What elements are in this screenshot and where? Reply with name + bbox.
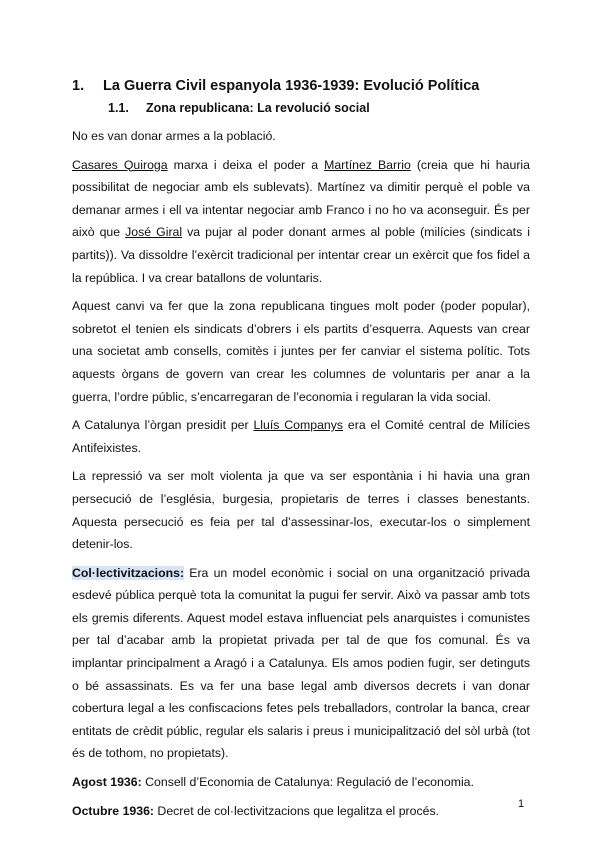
section-title: La Guerra Civil espanyola 1936-1939: Evolució Política bbox=[103, 78, 480, 94]
date-label: Agost 1936: bbox=[72, 775, 142, 790]
paragraph-text: era el Comité central de Milícies Antifeixistes. bbox=[72, 418, 531, 455]
paragraph-catalunya bbox=[72, 414, 530, 459]
section-heading bbox=[72, 78, 479, 94]
paragraph-collectivizations bbox=[72, 562, 530, 765]
term-collectivizations: Col·lectivitzacions: bbox=[72, 565, 185, 580]
page-number: 1 bbox=[518, 798, 525, 810]
person-lluis-companys: Lluís Companys bbox=[253, 418, 344, 433]
paragraph-text: Consell d’Economia de Catalunya: Regulació de l’economia. bbox=[141, 775, 474, 790]
subsection-title: Zona republicana: La revolució social bbox=[146, 101, 370, 115]
paragraph-text: (creia que hi hauria possibilitat de negociar amb els sublevats). Martínez va dimitir perquè el poble va demanar armes i ell va intentar negociar amb Franco i no ho va aconseguir. És per això que bbox=[72, 157, 530, 240]
paragraph-text: Decret de col·lectivitzacions que legalitza el procés. bbox=[154, 803, 440, 818]
paragraph-repression: La repressió va ser molt violenta ja que va ser espontània i hi havia una gran persecució de l’església, burgesia, propietaris de terres i classes benestants. Aquesta persecució es feia per tal d’assessinar-los, executar-los o simplement detenir-los. bbox=[72, 469, 530, 552]
section-number: 1. bbox=[72, 78, 85, 94]
person-jose-giral: José Giral bbox=[125, 225, 183, 240]
paragraph-text: Era un model econòmic i social on una organització privada esdevé pública perquè tota la comunitat la pugui fer servir. Això va passar amb tots els gremis diferents. Aquest model estava influenciat pels anarquistes i comunistes per tal d’acabar amb la propietat privada per tal de que fos comunal. És va implantar principalment a Aragó i a Catalunya. Els amos podien fugir, ser detinguts o bé assassinats. Es va fer una base legal amb diversos decrets i van donar cobertura legal a les confiscacions fetes pels treballadors, controlar la banca, crear entitats de crèdit públic, regular els salaris i preus i municipalització del sòl urbà (tot és de tothom, no propietats). bbox=[72, 565, 530, 761]
paragraph-weapons: No es van donar armes a la població. bbox=[72, 129, 276, 143]
paragraph-text: va pujar al poder donant armes al poble (milícies (sindicats i partits)). Va dissoldre l’exèrcit tradicional per intentar crear un exèrcit que fos fidel a la república. I va crear batallons de voluntaris. bbox=[72, 225, 530, 285]
document-body bbox=[72, 125, 530, 828]
person-casares-quiroga: Casares Quiroga bbox=[72, 157, 168, 172]
paragraph-text: A Catalunya l’òrgan presidit per bbox=[72, 418, 254, 433]
person-martinez-barrio: Martínez Barrio bbox=[324, 157, 411, 172]
paragraph-text: marxa i deixa el poder a bbox=[167, 157, 325, 172]
paragraph-government-change bbox=[72, 154, 530, 290]
paragraph-october-1936 bbox=[72, 800, 530, 823]
date-label: Octubre 1936: bbox=[72, 803, 155, 818]
subsection-heading bbox=[108, 101, 370, 115]
subsection-number: 1.1. bbox=[108, 101, 129, 115]
paragraph-august-1936 bbox=[72, 771, 530, 794]
paragraph-popular-power: Aquest canvi va fer que la zona republicana tingues molt poder (poder popular), sobretot el tenien els sindicats d’obrers i els partits d’esquerra. Aquests van crear una societat amb consells, comitès i juntes per fer canviar el sistema polític. Tots aquests òrgans de govern van crear les columnes de voluntaris per anar a la guerra, l’ordre públic, s’encarregaran de l’economia i regularan la vida social. bbox=[72, 299, 530, 404]
